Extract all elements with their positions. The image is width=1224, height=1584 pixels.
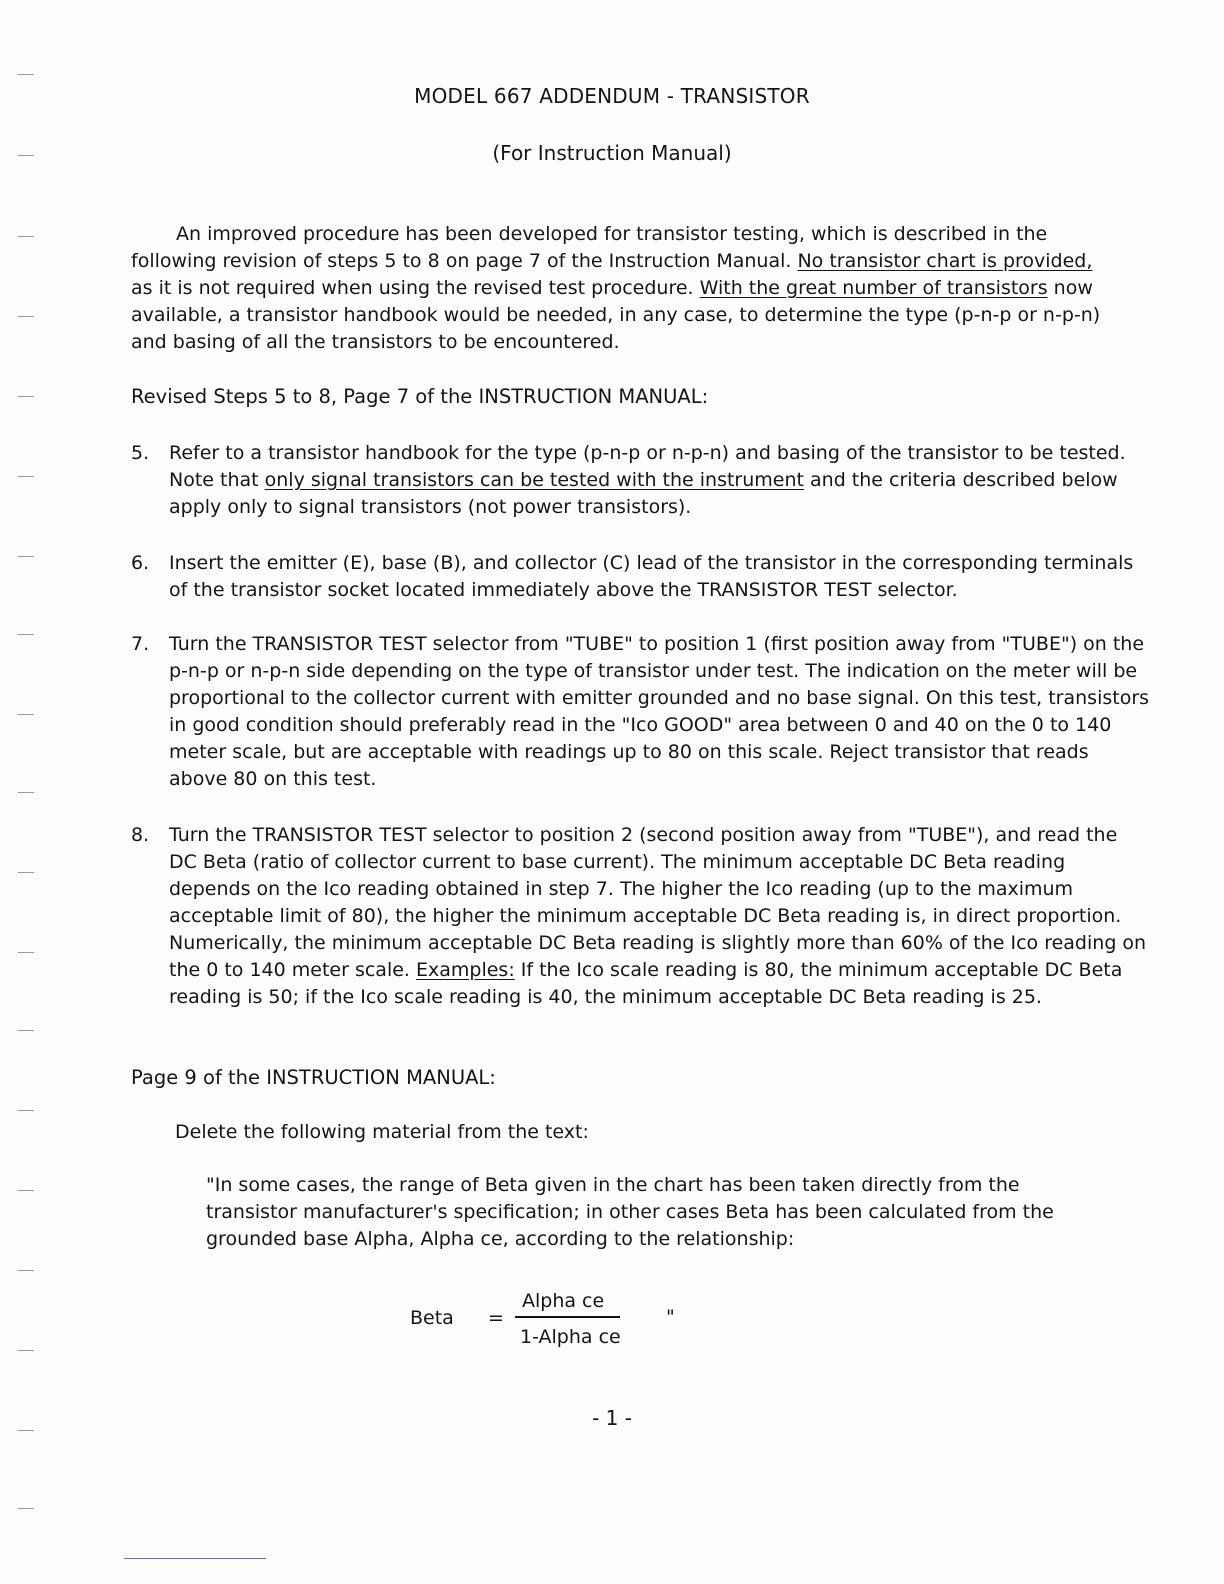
margin-mark — [18, 1350, 34, 1351]
step-number: 5. — [131, 442, 150, 464]
margin-mark — [18, 1110, 34, 1111]
section-heading-revised-steps: Revised Steps 5 to 8, Page 7 of the INSTRUCTION MANUAL: — [131, 385, 709, 408]
formula-lhs: Beta — [410, 1307, 454, 1329]
intro-underlined-1: No transistor chart is provided, — [797, 250, 1093, 272]
step-8-text-1: Turn the TRANSISTOR TEST selector to position 2 (second position away from "TUBE"), and read the DC Beta (ratio of collector current to base current). The minimum acceptable DC Beta reading depends on the Ico reading obtained in step 7. The higher the Ico reading (up to the maximum acceptable limit of 80), the higher the minimum acceptable DC Beta reading is, in direct proportion. Numerically, the minimum acceptable DC Beta reading is slightly more than 60% of the Ico reading on the 0 to 140 meter scale. — [169, 824, 1147, 981]
margin-mark — [18, 634, 34, 635]
margin-mark — [18, 396, 34, 397]
intro-text-1: An improved procedure has been developed for transistor testing, which is described in the following revision of steps 5 to 8 on page 7 of the Instruction Manual. — [131, 223, 1048, 272]
scan-artifact-line — [124, 1558, 266, 1559]
margin-mark — [18, 1430, 34, 1431]
step-5-underlined: only signal transistors can be tested with the instrument — [264, 469, 804, 491]
margin-mark — [18, 316, 34, 317]
formula-equals: = — [488, 1307, 504, 1329]
document-title: MODEL 667 ADDENDUM - TRANSISTOR — [414, 84, 810, 108]
step-6 — [131, 550, 1151, 604]
fraction-bar — [515, 1316, 620, 1318]
step-5 — [131, 440, 1151, 521]
margin-mark — [18, 155, 34, 156]
step-5-text-1: Refer to a transistor handbook for the type (p-n-p or n-p-n) and basing of the transistor to be tested. Note that — [169, 442, 1126, 491]
margin-mark — [18, 236, 34, 237]
quoted-material: "In some cases, the range of Beta given in the chart has been taken directly from the transistor manufacturer's specification; in other cases Beta has been calculated from the grounded base Alpha, Alpha ce, according to the relationship: — [206, 1174, 1054, 1250]
step-text: Insert the emitter (E), base (B), and collector (C) lead of the transistor in the corresponding terminals of the transistor socket located immediately above the TRANSISTOR TEST selector. — [169, 552, 1134, 601]
intro-text-2: as it is not required when using the revised test procedure. — [131, 277, 700, 299]
delete-instruction: Delete the following material from the text: — [175, 1121, 589, 1143]
document-subtitle: (For Instruction Manual) — [492, 141, 732, 165]
formula-numerator: Alpha ce — [522, 1290, 605, 1312]
step-number: 8. — [131, 824, 150, 846]
margin-mark — [18, 714, 34, 715]
step-8-text-2: If the Ico scale reading is 80, the minimum acceptable DC Beta reading is 50; if the Ico scale reading is 40, the minimum acceptable DC Beta reading is 25. — [169, 959, 1123, 1008]
margin-mark — [18, 476, 34, 477]
formula-close-quote: " — [666, 1306, 675, 1328]
formula-denominator: 1-Alpha ce — [520, 1326, 621, 1348]
margin-mark — [18, 1190, 34, 1191]
step-5-text-2: and the criteria described below apply only to signal transistors (not power transistors). — [169, 469, 1118, 518]
margin-mark — [18, 792, 34, 793]
margin-mark — [18, 1030, 34, 1031]
step-text — [169, 822, 1151, 1011]
step-text — [169, 440, 1151, 521]
margin-mark — [18, 556, 34, 557]
margin-mark — [18, 872, 34, 873]
step-number: 6. — [131, 552, 150, 574]
step-8 — [131, 822, 1151, 1011]
margin-mark — [18, 1270, 34, 1271]
margin-mark — [18, 74, 34, 75]
intro-paragraph — [131, 221, 1111, 356]
intro-underlined-2: With the great number of transistors — [699, 277, 1048, 299]
step-8-underlined: Examples: — [416, 959, 515, 981]
step-text: Turn the TRANSISTOR TEST selector from "TUBE" to position 1 (first position away from "TUBE") on the p-n-p or n-p-n side depending on the type of transistor under test. The indication on the meter will be proportional to the collector current with emitter grounded and no base signal. On this test, transistors in good condition should preferably read in the "Ico GOOD" area between 0 and 40 on the 0 to 140 meter scale, but are acceptable with readings up to 80 on this scale. Reject transistor that reads above 80 on this test. — [169, 633, 1150, 790]
step-7 — [131, 631, 1151, 793]
section-heading-page-9: Page 9 of the INSTRUCTION MANUAL: — [131, 1066, 496, 1089]
margin-mark — [18, 952, 34, 953]
page-number: - 1 - — [592, 1406, 632, 1430]
margin-mark — [18, 1508, 34, 1509]
intro-text-3: now available, a transistor handbook would be needed, in any case, to determine the type (p-n-p or n-p-n) and basing of all the transistors to be encountered. — [131, 277, 1101, 353]
step-number: 7. — [131, 633, 150, 655]
